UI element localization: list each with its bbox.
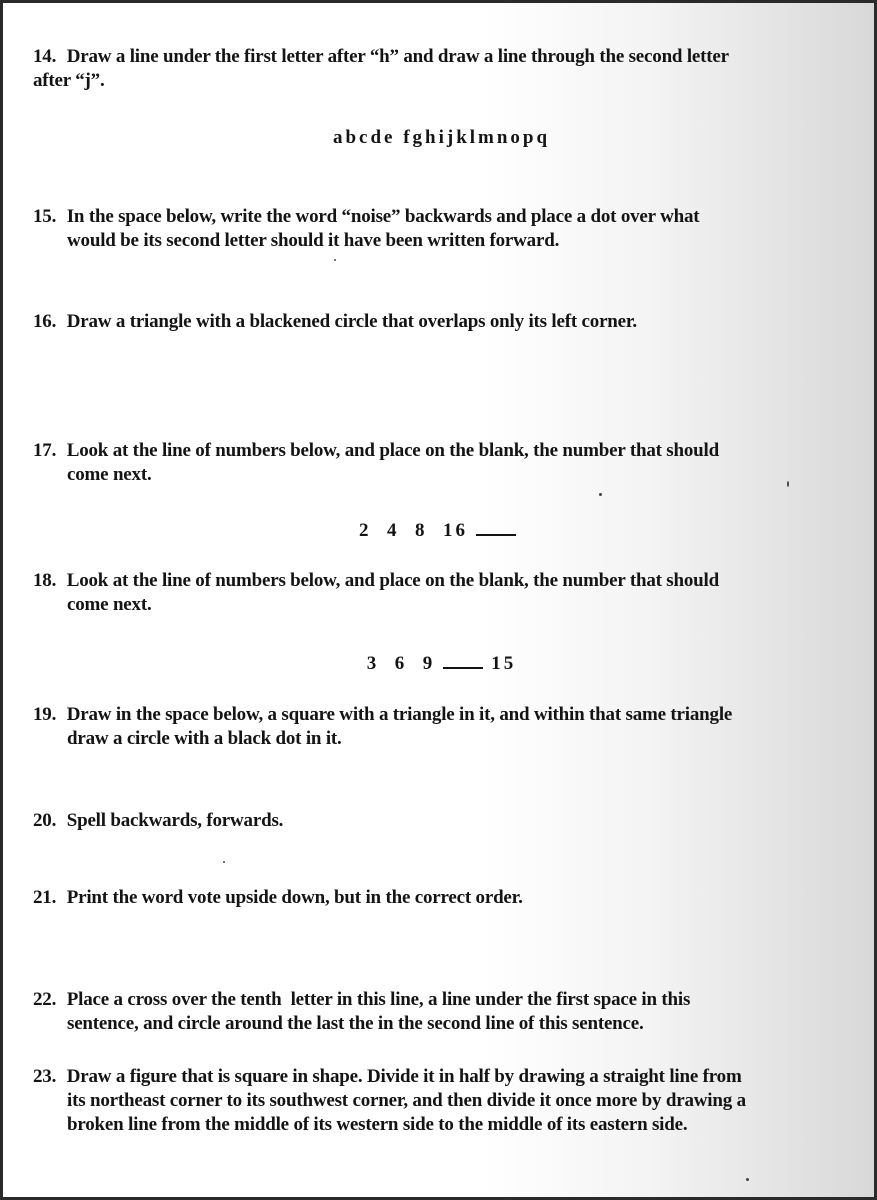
question-text: Place a cross over the tenth letter in this line, a line under the first space in this [66,989,691,1010]
scan-speck [223,861,225,863]
question-22 [33,988,843,1036]
question-text-line2: draw a circle with a black dot in it. [67,728,342,749]
question-number: 23. [33,1066,57,1087]
question-18 [33,569,843,617]
question-text-line2: come next. [67,594,152,615]
question-20 [33,809,843,833]
question-21 [33,886,843,910]
scan-speck [334,259,336,261]
alphabet-line: abcde fghijklmnopq [332,127,551,148]
scan-speck [746,1178,749,1181]
question-14 [33,45,843,93]
scan-speck [787,481,789,487]
question-number: 18. [33,570,57,591]
question-number: 19. [33,704,57,725]
number-sequence-18 [3,651,877,675]
question-text: Look at the line of numbers below, and place on the blank, the number that should [66,570,719,591]
question-number: 21. [33,887,57,908]
question-number: 20. [33,810,57,831]
question-19 [33,703,843,751]
question-text-line2: its northeast corner to its southwest corner, and then divide it once more by drawing a [67,1090,746,1111]
answer-blank[interactable] [476,518,516,536]
question-text: Look at the line of numbers below, and place on the blank, the number that should [66,440,719,461]
question-number: 14. [33,46,57,67]
question-23 [33,1065,843,1137]
question-number: 16. [33,311,57,332]
sequence-numbers: 2 4 8 16 [359,520,468,541]
question-text-line2: come next. [67,464,152,485]
question-text: Print the word vote upside down, but in the correct order. [66,887,523,908]
question-15 [33,205,843,253]
question-text: Draw a line under the first letter after “h” and draw a line through the second letter [66,46,729,67]
question-number: 15. [33,206,57,227]
question-number: 17. [33,440,57,461]
question-text-line2: sentence, and circle around the last the in the second line of this sentence. [67,1013,644,1034]
scan-speck [599,493,602,496]
question-number: 22. [33,989,57,1010]
question-text: Draw a triangle with a blackened circle that overlaps only its left corner. [66,311,637,332]
sequence-numbers-start: 3 6 9 [366,653,436,674]
sequence-numbers-end: 15 [491,653,517,674]
question-text: Spell backwards, forwards. [66,810,284,831]
answer-blank[interactable] [443,651,483,669]
question-text: Draw in the space below, a square with a triangle in it, and within that same triangle [66,704,733,725]
question-17 [33,439,843,487]
question-text-line2: after “j”. [33,70,105,91]
question-text: Draw a figure that is square in shape. Divide it in half by drawing a straight line from [66,1066,742,1087]
number-sequence-17 [3,518,877,542]
question-text-line3: broken line from the middle of its western side to the middle of its eastern side. [67,1114,688,1135]
question-text: In the space below, write the word “noise” backwards and place a dot over what [66,206,700,227]
question-text-line2: would be its second letter should it have been written forward. [67,230,560,251]
question-16 [33,310,843,334]
